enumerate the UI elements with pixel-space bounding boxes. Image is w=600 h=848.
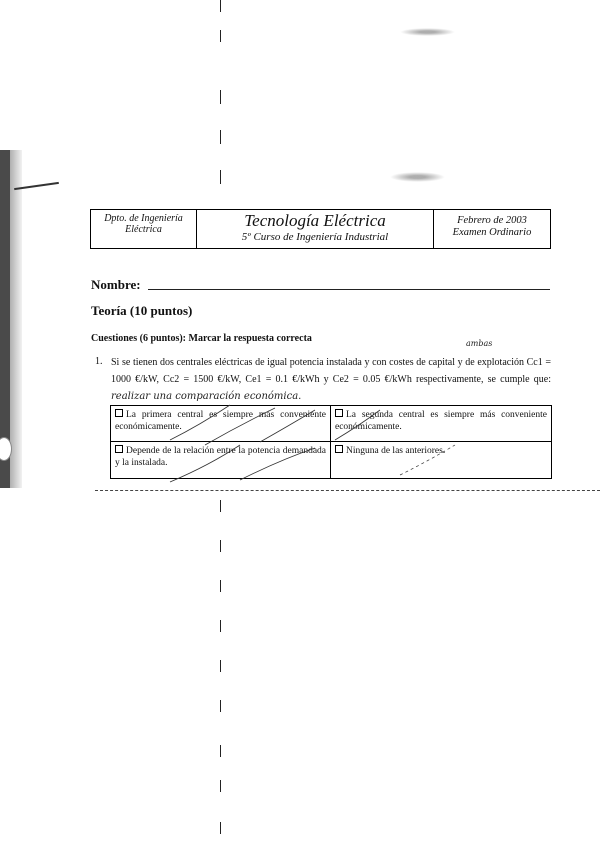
fold-mark (220, 30, 221, 42)
questions-heading: Cuestiones (6 puntos): Marcar la respuesta correcta (91, 333, 312, 344)
fold-mark (220, 660, 221, 672)
option-4-label: Ninguna de las anteriores. (346, 446, 446, 456)
name-field-line[interactable] (148, 289, 550, 290)
exam-type: Examen Ordinario (452, 227, 532, 238)
question-number: 1. (95, 356, 103, 367)
fold-mark (220, 500, 221, 512)
exam-header (90, 209, 551, 249)
exam-date-block (433, 210, 550, 248)
fold-mark (220, 0, 221, 12)
name-label: Nombre: (91, 277, 141, 292)
header-title-block (197, 210, 433, 248)
handwritten-note: realizar una comparación económica. (111, 391, 302, 402)
department-label: Dpto. de Ingeniería Eléctrica (91, 210, 197, 248)
question-statement: Si se tienen dos centrales eléctricas de igual potencia instalada y con costes de capital y de explotación Cc1 = 1000 €/kW, Cc2 = 1500 €/kW, Ce1 = 0.1 €/kWh y Ce2 = 0.05 €/kWh respectivamente, se cumple que: (111, 357, 551, 385)
fold-mark (220, 540, 221, 552)
scan-noise (390, 172, 445, 182)
scan-noise (400, 28, 455, 36)
fold-mark (220, 130, 221, 144)
fold-mark (220, 170, 221, 184)
option-2-label: La segunda central es siempre más conveniente económicamente. (335, 410, 547, 432)
fold-mark (220, 822, 221, 834)
fold-mark (220, 745, 221, 757)
handwritten-insert: ambas (466, 339, 493, 348)
fold-mark (220, 580, 221, 592)
handwritten-strikes (110, 400, 550, 485)
option-3-label: Depende de la relación entre la potencia demandada y la instalada. (115, 446, 326, 468)
course-subtitle: 5º Curso de Ingeniería Industrial (241, 231, 389, 243)
page-divider (95, 490, 600, 492)
scan-edge-gradient (10, 150, 22, 488)
fold-mark (220, 700, 221, 712)
fold-mark (220, 90, 221, 104)
course-title: Tecnología Eléctrica (244, 211, 386, 230)
fold-mark (220, 780, 221, 792)
theory-heading: Teoría (10 puntos) (91, 303, 193, 318)
exam-date: Febrero de 2003 (457, 215, 527, 226)
question-text (111, 354, 551, 405)
fold-mark (220, 620, 221, 632)
option-1-label: La primera central es siempre más conveniente económicamente. (115, 410, 326, 432)
